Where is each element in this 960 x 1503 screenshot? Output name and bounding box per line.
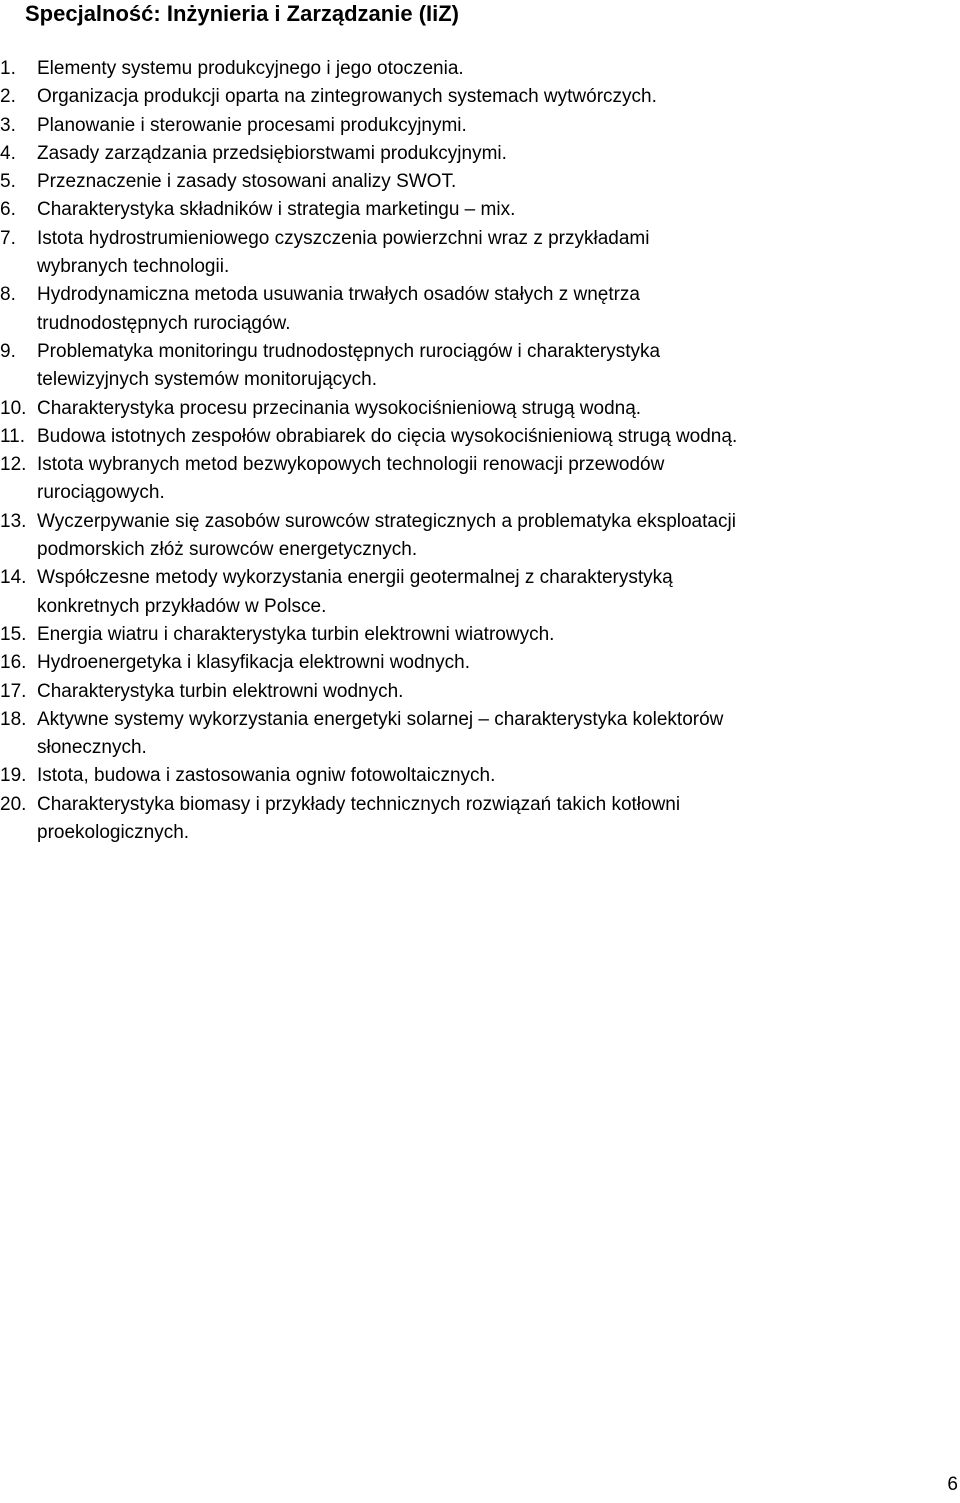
list-item-text: Współczesne metody wykorzystania energii geotermalnej z charakterystyką — [37, 567, 673, 589]
list-item-text: trudnodostępnych rurociągów. — [37, 312, 291, 334]
list-item-text: Elementy systemu produkcyjnego i jego otoczenia. — [37, 58, 464, 79]
list-item — [0, 140, 960, 168]
list-item-text: konkretnych przykładów w Polsce. — [37, 595, 327, 617]
list-item — [0, 791, 960, 848]
list-item — [0, 55, 960, 83]
list-item — [0, 83, 960, 111]
list-item — [0, 196, 960, 224]
list-item-number: 11. — [0, 425, 26, 447]
list-item-text: Charakterystyka procesu przecinania wysokociśnieniową strugą wodną. — [37, 397, 642, 419]
list-item — [0, 338, 960, 395]
list-item-number: 3. — [0, 114, 16, 136]
list-item-text: Charakterystyka składników i strategia marketingu – mix. — [37, 199, 516, 221]
list-item-text: Istota wybranych metod bezwykopowych technologii renowacji przewodów — [37, 454, 665, 476]
list-item-text: rurociągowych. — [37, 482, 165, 504]
page-number: 6 — [947, 1474, 958, 1495]
list-item-text: Energia wiatru i charakterystyka turbin elektrowni wiatrowych. — [37, 623, 555, 645]
list-item-number: 9. — [0, 340, 16, 362]
list-item-text: podmorskich złóż surowców energetycznych. — [37, 539, 418, 561]
list-item-text: Planowanie i sterowanie procesami produkcyjnymi. — [37, 114, 467, 136]
list-item-text: Hydroenergetyka i klasyfikacja elektrowni wodnych. — [37, 652, 470, 674]
list-item-text: Charakterystyka turbin elektrowni wodnych. — [37, 680, 404, 702]
list-item-number: 4. — [0, 142, 16, 164]
list-item-text: Przeznaczenie i zasady stosowani analizy SWOT. — [37, 171, 457, 193]
list-item — [0, 762, 960, 790]
list-item-text: Organizacja produkcji oparta na zintegrowanych systemach wytwórczych. — [37, 86, 657, 108]
list-item-text: Charakterystyka biomasy i przykłady technicznych rozwiązań takich kotłowni — [37, 793, 681, 815]
list-item-number: 2. — [0, 86, 16, 108]
list-item-text: telewizyjnych systemów monitorujących. — [37, 369, 378, 391]
list-item-number: 19. — [0, 765, 27, 787]
list-item-number: 17. — [0, 680, 27, 702]
list-item-number: 16. — [0, 652, 27, 674]
list-item-text: wybranych technologii. — [37, 256, 230, 278]
list-item-number: 6. — [0, 199, 16, 221]
list-item — [0, 451, 960, 508]
list-item-number: 15. — [0, 623, 27, 645]
list-item-text: Istota, budowa i zastosowania ogniw fotowoltaicznych. — [37, 765, 496, 787]
list-item — [0, 649, 960, 677]
list-item-number: 5. — [0, 171, 16, 193]
list-item — [0, 281, 960, 338]
list-item-number: 20. — [0, 793, 27, 815]
list-item-number: 8. — [0, 284, 16, 306]
list-item — [0, 395, 960, 423]
list-item-number: 13. — [0, 510, 27, 532]
list-item — [0, 225, 960, 282]
list-item — [0, 112, 960, 140]
list-item — [0, 168, 960, 196]
list-item-text: słonecznych. — [37, 737, 147, 759]
list-item-text: Wyczerpywanie się zasobów surowców strategicznych a problematyka eksploatacji — [37, 510, 736, 532]
list-item-number: 7. — [0, 227, 16, 249]
list-item-text: Problematyka monitoringu trudnodostępnych rurociągów i charakterystyka — [37, 340, 661, 362]
list-item-text: Budowa istotnych zespołów obrabiarek do cięcia wysokociśnieniową strugą wodną. — [37, 425, 738, 447]
list-item-number: 18. — [0, 708, 27, 730]
topic-list — [0, 55, 960, 847]
list-item-number: 14. — [0, 567, 27, 589]
list-item — [0, 423, 960, 451]
list-item-number: 10. — [0, 397, 27, 419]
list-item — [0, 508, 960, 565]
list-item — [0, 678, 960, 706]
list-item-text: Istota hydrostrumieniowego czyszczenia powierzchni wraz z przykładami — [37, 227, 650, 249]
list-item-text: Zasady zarządzania przedsiębiorstwami produkcyjnymi. — [37, 142, 507, 164]
list-item-number: 1. — [0, 58, 16, 79]
list-item-text: Hydrodynamiczna metoda usuwania trwałych osadów stałych z wnętrza — [37, 284, 640, 306]
list-item — [0, 564, 960, 621]
list-item-text: Aktywne systemy wykorzystania energetyki solarnej – charakterystyka kolektorów — [37, 708, 724, 730]
list-item — [0, 706, 960, 763]
page-title: Specjalność: Inżynieria i Zarządzanie (IiZ) — [25, 1, 460, 26]
list-item — [0, 621, 960, 649]
list-item-number: 12. — [0, 454, 27, 476]
list-item-text: proekologicznych. — [37, 822, 190, 844]
